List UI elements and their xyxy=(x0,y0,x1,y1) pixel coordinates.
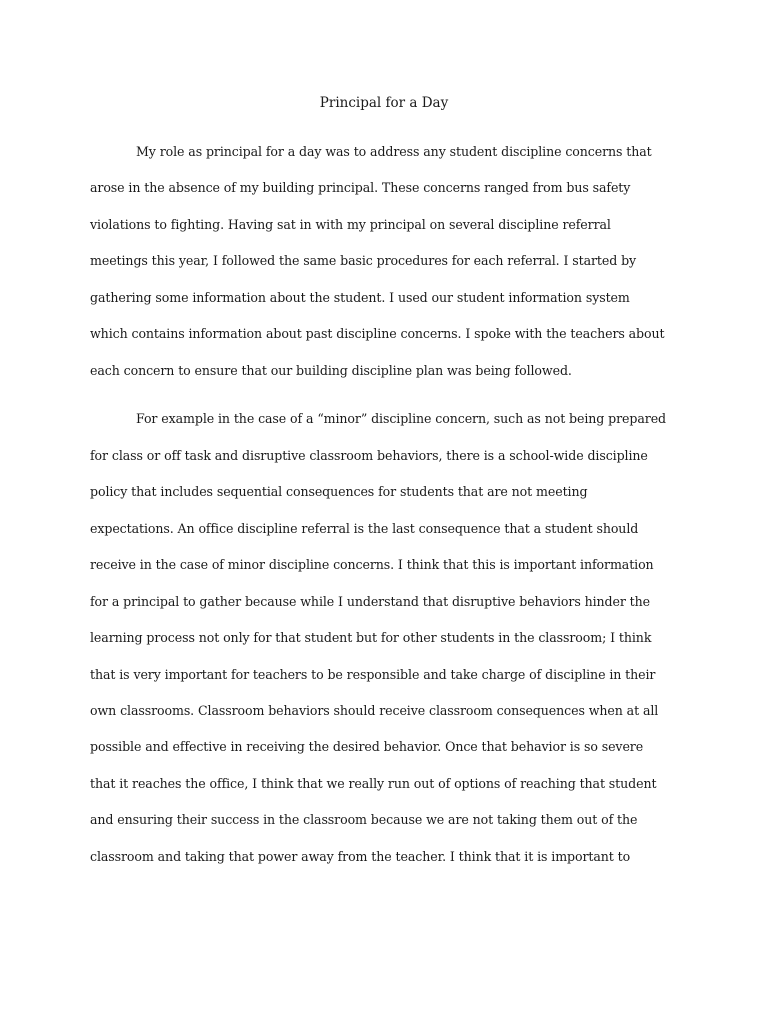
paragraph-2-line-2: for class or off task and disruptive classroom behaviors, there is a school-wide discipline xyxy=(90,448,648,463)
paragraph-2-line-8: that is very important for teachers to be responsible and take charge of discipline in their xyxy=(90,667,656,682)
paragraph-2-line-1: For example in the case of a “minor” discipline concern, such as not being prepared xyxy=(136,411,667,426)
paragraph-2-line-12: and ensuring their success in the classroom because we are not taking them out of the xyxy=(90,812,638,827)
paragraph-2-line-10: possible and effective in receiving the desired behavior. Once that behavior is so severe xyxy=(90,739,644,754)
paragraph-2-line-11: that it reaches the office, I think that we really run out of options of reaching that student xyxy=(90,776,657,791)
paragraph-1-line-4: meetings this year, I followed the same basic procedures for each referral. I started by xyxy=(90,253,637,268)
paragraph-1-line-7: each concern to ensure that our building discipline plan was being followed. xyxy=(90,363,572,378)
paragraph-2-line-9: own classrooms. Classroom behaviors should receive classroom consequences when at all xyxy=(90,703,659,718)
paragraph-1-line-2: arose in the absence of my building principal. These concerns ranged from bus safety xyxy=(90,180,631,195)
paragraph-2-line-7: learning process not only for that student but for other students in the classroom; I think xyxy=(90,630,652,645)
paragraph-1-line-3: violations to fighting. Having sat in with my principal on several discipline referral xyxy=(90,217,611,232)
paragraph-2-line-4: expectations. An office discipline referral is the last consequence that a student should xyxy=(90,521,639,536)
paragraph-2-line-3: policy that includes sequential consequences for students that are not meeting xyxy=(90,484,588,499)
document-title: Principal for a Day xyxy=(319,95,449,111)
paragraph-2-line-6: for a principal to gather because while I understand that disruptive behaviors hinder the xyxy=(90,594,651,609)
paragraph-2-line-5: receive in the case of minor discipline concerns. I think that this is important information xyxy=(90,557,654,572)
paragraph-1-line-5: gathering some information about the student. I used our student information system xyxy=(90,290,630,305)
paragraph-1-line-1: My role as principal for a day was to address any student discipline concerns that xyxy=(136,144,652,159)
paragraph-2-line-13: classroom and taking that power away from the teacher. I think that it is important to xyxy=(90,849,631,864)
paragraph-1-line-6: which contains information about past discipline concerns. I spoke with the teachers about xyxy=(90,326,665,341)
